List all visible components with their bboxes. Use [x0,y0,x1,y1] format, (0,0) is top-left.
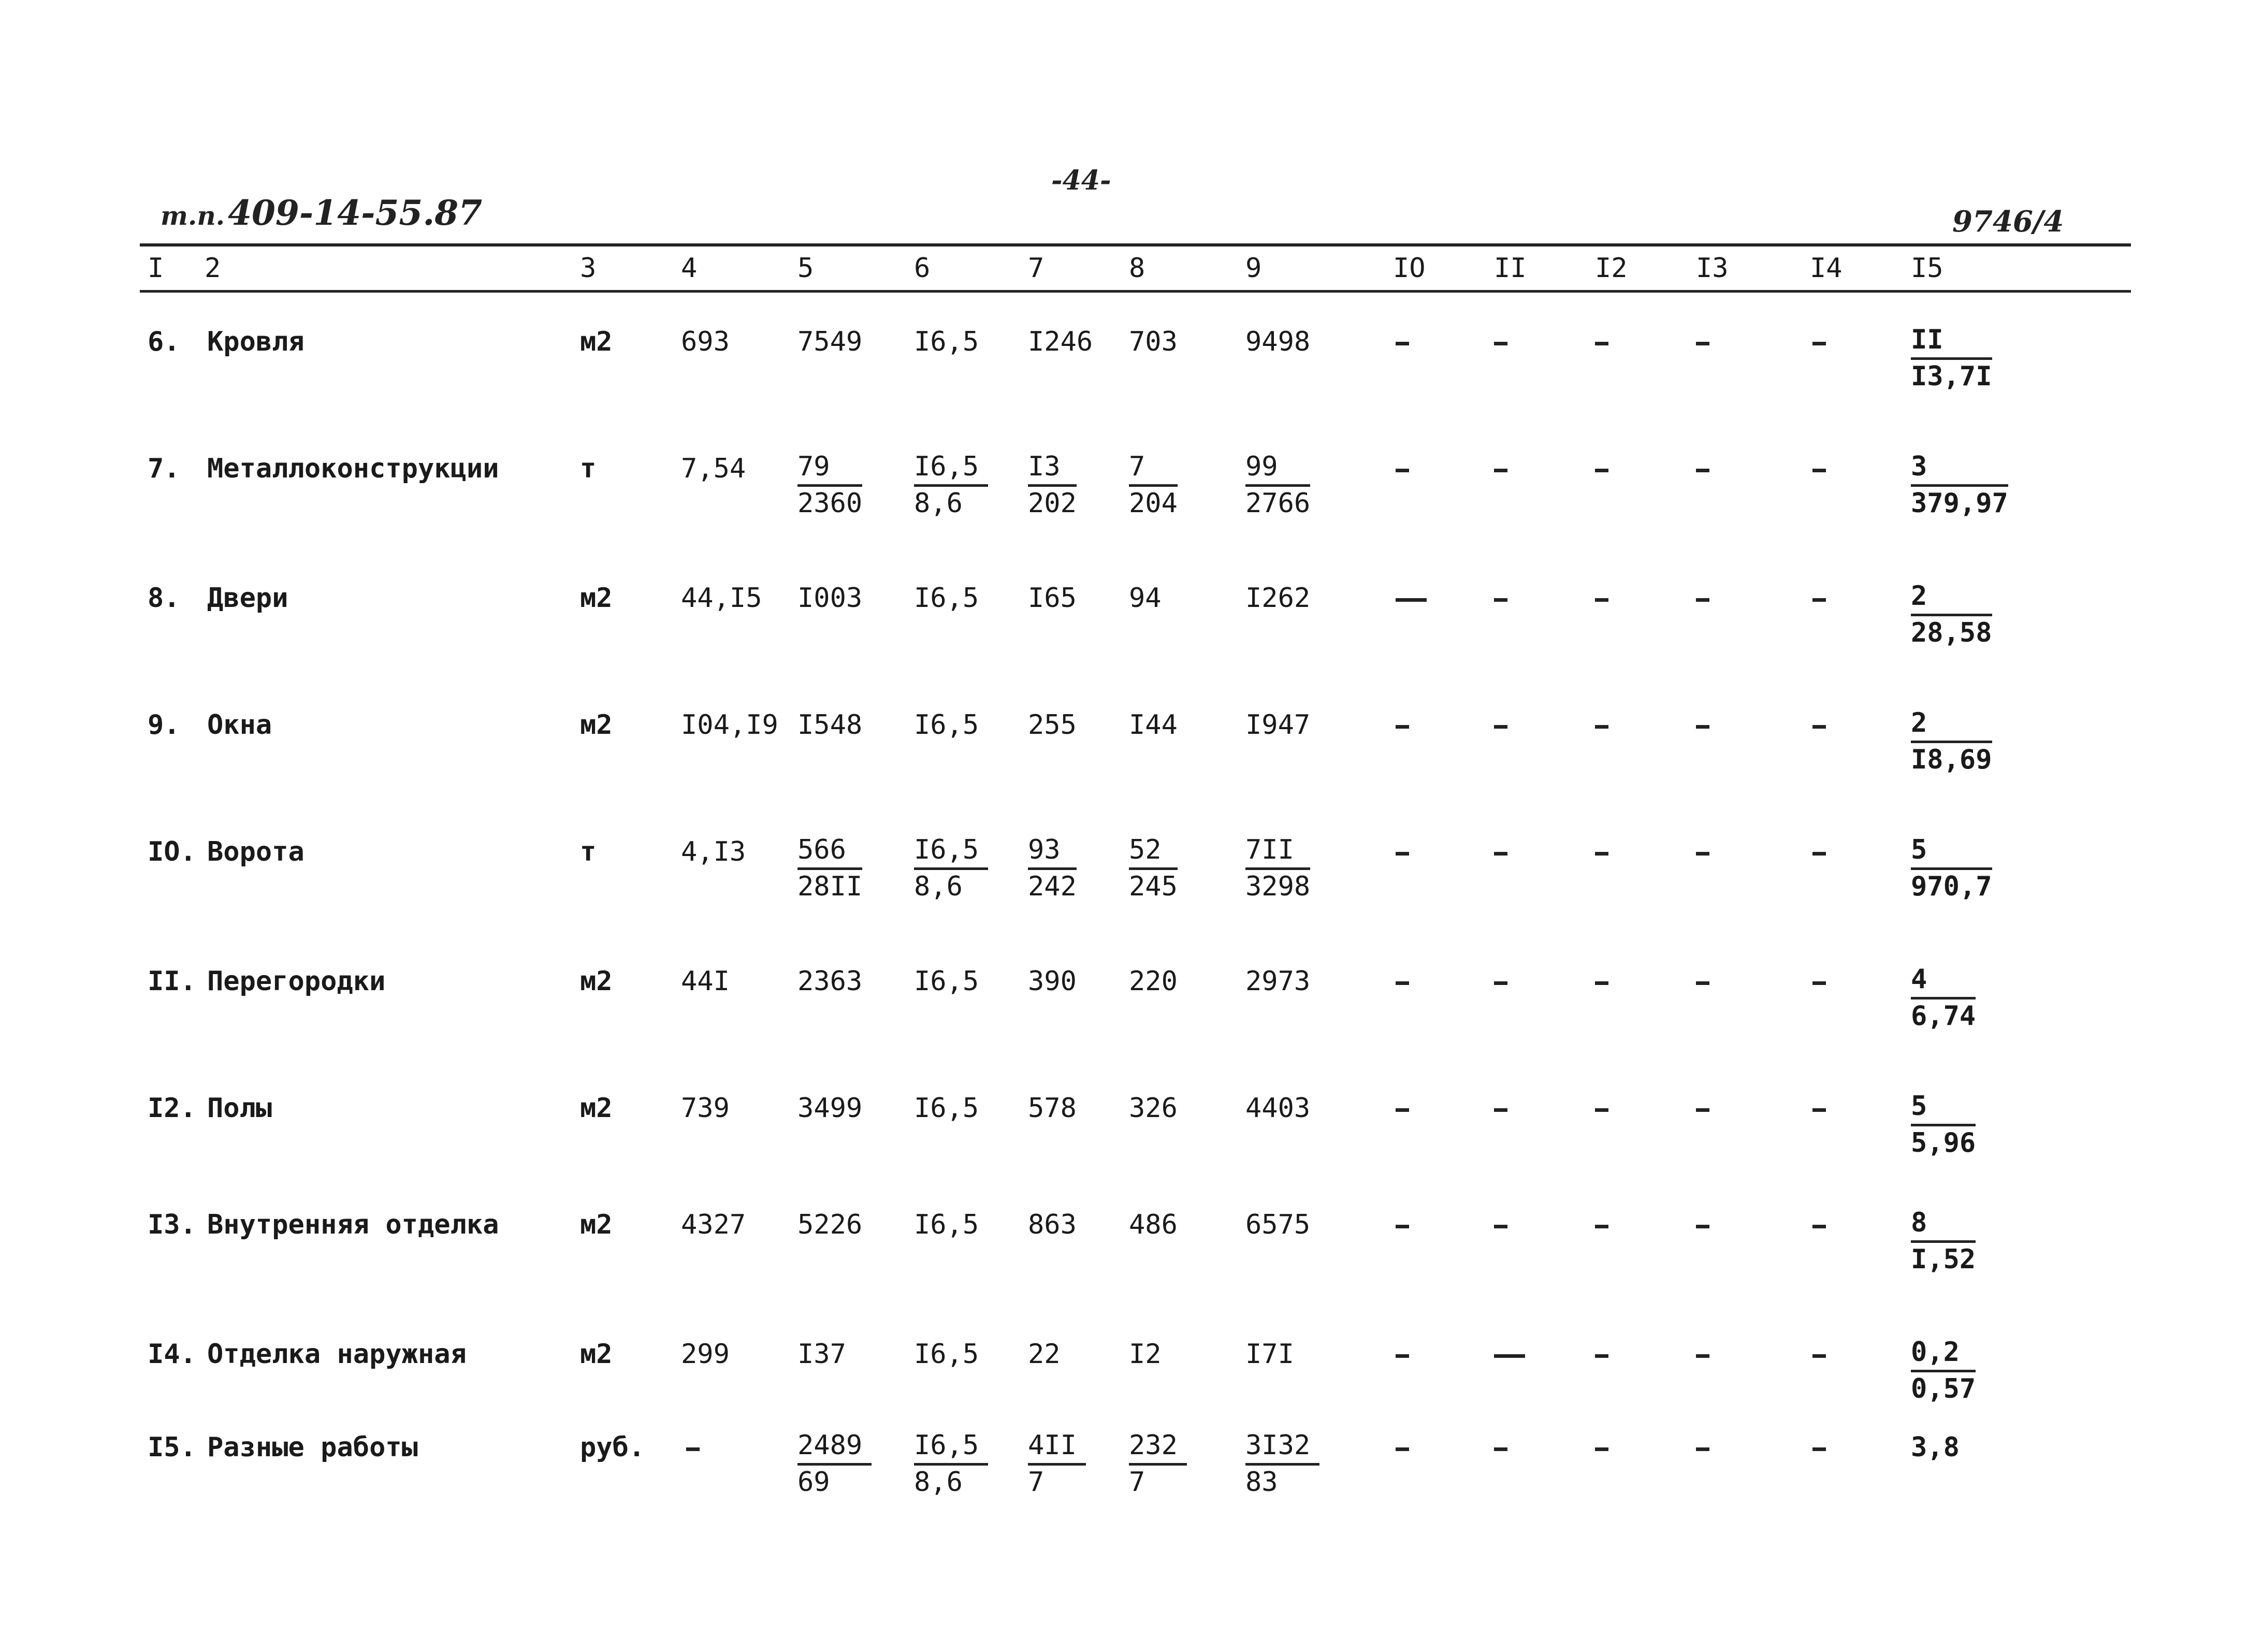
col15-cell [1911,450,2008,520]
empty-value-dash [1595,981,1608,985]
col6-cell-numerator: I6,5 [914,450,988,487]
col15-cell-denominator: 5,96 [1911,1127,1976,1158]
col9-cell: 9498 [1245,326,1311,357]
empty-value-dash [686,1447,700,1451]
col7-cell-numerator: 93 [1028,833,1077,870]
row-number: I2. [148,1093,196,1124]
empty-value-dash [1696,852,1709,856]
quantity-cell: 7,54 [681,453,746,484]
col7-cell: 578 [1028,1093,1077,1124]
col6-cell [914,833,988,903]
row-number: I5. [148,1432,196,1463]
col7-cell: 863 [1028,1209,1077,1240]
empty-value-dash [1696,598,1709,602]
col9-cell: I7I [1245,1339,1294,1370]
empty-value-dash [1595,342,1608,345]
col6-cell: I6,5 [914,966,979,997]
quantity-cell: 4327 [681,1209,746,1240]
col15-cell [1911,579,1992,649]
column-header: I3 [1696,253,1729,284]
row-number: 8. [148,583,180,614]
empty-value-dash [1494,342,1507,345]
empty-value-dash [1396,1225,1409,1228]
empty-value-dash [1396,852,1409,856]
document-code [161,193,482,233]
empty-value-dash [1494,1354,1525,1358]
col8-cell: I44 [1129,709,1178,741]
row-name: Перегородки [207,966,386,997]
col9-cell: I947 [1245,709,1311,741]
empty-value-dash [1595,1108,1608,1112]
empty-value-dash [1396,725,1409,729]
row-number: 9. [148,709,180,741]
col15-cell [1911,1206,1976,1276]
col6-cell: I6,5 [914,1209,979,1240]
row-name: Полы [207,1093,272,1124]
empty-value-dash [1696,469,1709,472]
col15-cell [1911,1336,1976,1405]
col15-cell [1911,1090,1976,1160]
quantity-cell: 299 [681,1339,730,1370]
empty-value-dash [1494,981,1507,985]
empty-value-dash [1494,598,1507,602]
empty-value-dash [1396,981,1409,985]
col5-cell: 7549 [797,326,863,357]
row-name: Внутренняя отделка [207,1209,499,1240]
empty-value-dash [1595,1447,1608,1451]
quantity-cell: 739 [681,1093,730,1124]
empty-value-dash [1494,1225,1507,1228]
row-name: Разные работы [207,1432,418,1463]
col9-cell-numerator: 7II [1245,833,1310,870]
col15-cell-denominator: I,52 [1911,1244,1976,1275]
col6-cell-numerator: I6,5 [914,1429,988,1466]
col15-cell-denominator: I3,7I [1911,361,1992,392]
empty-value-dash [1812,1447,1826,1451]
empty-value-dash [1812,1225,1826,1228]
empty-value-dash [1696,1447,1709,1451]
quantity-cell: I04,I9 [681,709,778,741]
col6-cell [914,1429,988,1499]
empty-value-dash [1696,981,1709,985]
col5-cell: I003 [797,583,863,614]
column-header: 4 [681,253,698,284]
col7-cell [1028,1429,1086,1499]
col6-cell: I6,5 [914,1093,979,1124]
col9-cell-numerator: 3I32 [1245,1429,1319,1466]
row-name: Металлоконструкции [207,453,499,484]
col5-cell-numerator: 566 [797,833,862,870]
row-unit: руб. [580,1432,645,1463]
col9-cell [1245,450,1310,520]
col7-cell: 22 [1028,1339,1061,1370]
empty-value-dash [1812,1108,1826,1112]
col7-cell: I246 [1028,326,1093,357]
column-header: I5 [1911,253,1943,284]
column-header: I4 [1810,253,1843,284]
row-unit: т [580,836,597,867]
empty-value-dash [1696,1108,1709,1112]
col7-cell: 390 [1028,966,1077,997]
column-header: II [1494,253,1527,284]
col9-cell: I262 [1245,583,1311,614]
col8-cell [1129,1429,1187,1499]
col5-cell-denominator: 69 [797,1467,830,1498]
col9-cell-denominator: 83 [1245,1467,1278,1498]
col9-cell [1245,833,1310,903]
col5-cell: 3499 [797,1093,863,1124]
col6-cell: I6,5 [914,326,979,357]
quantity-cell: 693 [681,326,730,357]
empty-value-dash [1494,469,1507,472]
col15-cell-numerator: 2 [1911,579,1992,616]
col9-cell [1245,1429,1319,1499]
col7-cell-numerator: I3 [1028,450,1077,487]
col8-cell-denominator: 7 [1129,1467,1145,1498]
row-unit: м2 [580,1093,613,1124]
col5-cell [797,450,862,520]
col5-cell: 2363 [797,966,863,997]
col8-cell-numerator: 7 [1129,450,1178,487]
col8-cell: I2 [1129,1339,1162,1370]
col7-cell-denominator: 202 [1028,488,1077,519]
col15-cell [1911,706,1992,776]
row-unit: м2 [580,966,613,997]
empty-value-dash [1595,469,1608,472]
empty-value-dash [1812,1354,1826,1358]
row-name: Кровля [207,326,304,357]
empty-value-dash [1696,342,1709,345]
col15-cell-numerator: 4 [1911,963,1976,999]
col5-cell: I37 [797,1339,846,1370]
quantity-cell: 4,I3 [681,836,746,867]
col8-cell-numerator: 52 [1129,833,1178,870]
empty-value-dash [1812,725,1826,729]
empty-value-dash [1595,725,1608,729]
empty-value-dash [1396,1447,1409,1451]
row-number: I4. [148,1339,196,1370]
col9-cell: 2973 [1245,966,1311,997]
col8-cell: 326 [1129,1093,1178,1124]
empty-value-dash [1812,981,1826,985]
empty-value-dash [1696,1225,1709,1228]
col5-cell-numerator: 79 [797,450,862,487]
col8-cell [1129,450,1178,520]
row-unit: м2 [580,1339,613,1370]
col7-cell-denominator: 242 [1028,871,1077,902]
row-unit: м2 [580,1209,613,1240]
col6-cell [914,450,988,520]
col15-cell-denominator: 0,57 [1911,1373,1976,1404]
col8-cell-denominator: 204 [1129,488,1178,519]
row-unit: т [580,453,597,484]
row-number: I3. [148,1209,196,1240]
col7-cell [1028,833,1077,903]
col5-cell-denominator: 28II [797,871,863,902]
archive-number: 9746/4 [1952,205,2064,239]
empty-value-dash [1396,469,1409,472]
col7-cell: 255 [1028,709,1077,741]
row-number: 7. [148,453,180,484]
col6-cell: I6,5 [914,1339,979,1370]
col15-cell [1911,833,1992,903]
col8-cell: 703 [1129,326,1178,357]
col9-cell-denominator: 3298 [1245,871,1311,902]
empty-value-dash [1696,1354,1709,1358]
col8-cell: 94 [1129,583,1162,614]
empty-value-dash [1595,852,1608,856]
col6-cell-denominator: 8,6 [914,488,963,519]
empty-value-dash [1595,1225,1608,1228]
row-name: Двери [207,583,288,614]
col15-cell-numerator: 5 [1911,833,1992,870]
column-header: 2 [205,253,221,284]
quantity-cell: 44,I5 [681,583,762,614]
col7-cell-numerator: 4II [1028,1429,1086,1466]
col15-cell [1911,323,1992,393]
empty-value-dash [1396,598,1427,602]
column-header: 7 [1028,253,1045,284]
column-header: 5 [797,253,814,284]
col15-cell-numerator: 2 [1911,706,1992,743]
empty-value-dash [1696,725,1709,729]
col6-cell-numerator: I6,5 [914,833,988,870]
col5-cell: I548 [797,709,863,741]
col15-cell-numerator: II [1911,323,1992,360]
empty-value-dash [1595,1354,1608,1358]
col7-cell [1028,450,1077,520]
empty-value-dash [1494,1108,1507,1112]
header-bottom-rule [140,290,2131,293]
row-name: Окна [207,709,272,741]
col15-cell: 3,8 [1911,1432,1960,1463]
col8-cell-numerator: 232 [1129,1429,1187,1466]
empty-value-dash [1812,598,1826,602]
col15-cell-denominator: 6,74 [1911,1001,1976,1032]
col7-cell: I65 [1028,583,1077,614]
row-name: Ворота [207,836,304,867]
empty-value-dash [1396,1108,1409,1112]
page-number: -44- [1051,165,1111,196]
empty-value-dash [1812,469,1826,472]
empty-value-dash [1494,1447,1507,1451]
table-top-rule [140,243,2131,247]
row-number: IO. [148,836,196,867]
document-code-value: 409-14-55.87 [228,193,483,233]
quantity-cell: 44I [681,966,730,997]
col5-cell-denominator: 2360 [797,488,863,519]
empty-value-dash [1812,342,1826,345]
col8-cell: 220 [1129,966,1178,997]
col15-cell-denominator: 379,97 [1911,488,2008,519]
col8-cell-denominator: 245 [1129,871,1178,902]
col9-cell-numerator: 99 [1245,450,1310,487]
col8-cell [1129,833,1178,903]
row-number: 6. [148,326,180,357]
row-number: II. [148,966,196,997]
col6-cell: I6,5 [914,583,979,614]
column-header: I2 [1595,253,1628,284]
column-header: I [148,253,164,284]
col15-cell-denominator: 970,7 [1911,871,1992,902]
row-unit: м2 [580,709,613,741]
empty-value-dash [1595,598,1608,602]
col6-cell-denominator: 8,6 [914,871,963,902]
row-unit: м2 [580,583,613,614]
column-header: 8 [1129,253,1145,284]
row-name: Отделка наружная [207,1339,467,1370]
row-unit: м2 [580,326,613,357]
col15-cell-denominator: 28,58 [1911,617,1992,648]
col15-cell-denominator: I8,69 [1911,744,1992,775]
empty-value-dash [1396,1354,1409,1358]
col5-cell [797,1429,872,1499]
empty-value-dash [1812,852,1826,856]
column-header: 3 [580,253,597,284]
document-code-prefix: т.п. [161,200,225,231]
column-header: IO [1393,253,1426,284]
empty-value-dash [1494,852,1507,856]
col8-cell: 486 [1129,1209,1178,1240]
col5-cell-numerator: 2489 [797,1429,872,1466]
col7-cell-denominator: 7 [1028,1467,1045,1498]
empty-value-dash [1396,342,1409,345]
column-header: 6 [914,253,931,284]
col15-cell-numerator: 8 [1911,1206,1976,1243]
col6-cell: I6,5 [914,709,979,741]
col15-cell-numerator: 5 [1911,1090,1976,1126]
col6-cell-denominator: 8,6 [914,1467,963,1498]
col15-cell [1911,963,1976,1033]
col9-cell-denominator: 2766 [1245,488,1311,519]
col5-cell: 5226 [797,1209,863,1240]
col9-cell: 4403 [1245,1093,1311,1124]
col15-cell-numerator: 3 [1911,450,2008,487]
col5-cell [797,833,862,903]
empty-value-dash [1494,725,1507,729]
col9-cell: 6575 [1245,1209,1311,1240]
column-header: 9 [1245,253,1262,284]
col15-cell-numerator: 0,2 [1911,1336,1976,1372]
